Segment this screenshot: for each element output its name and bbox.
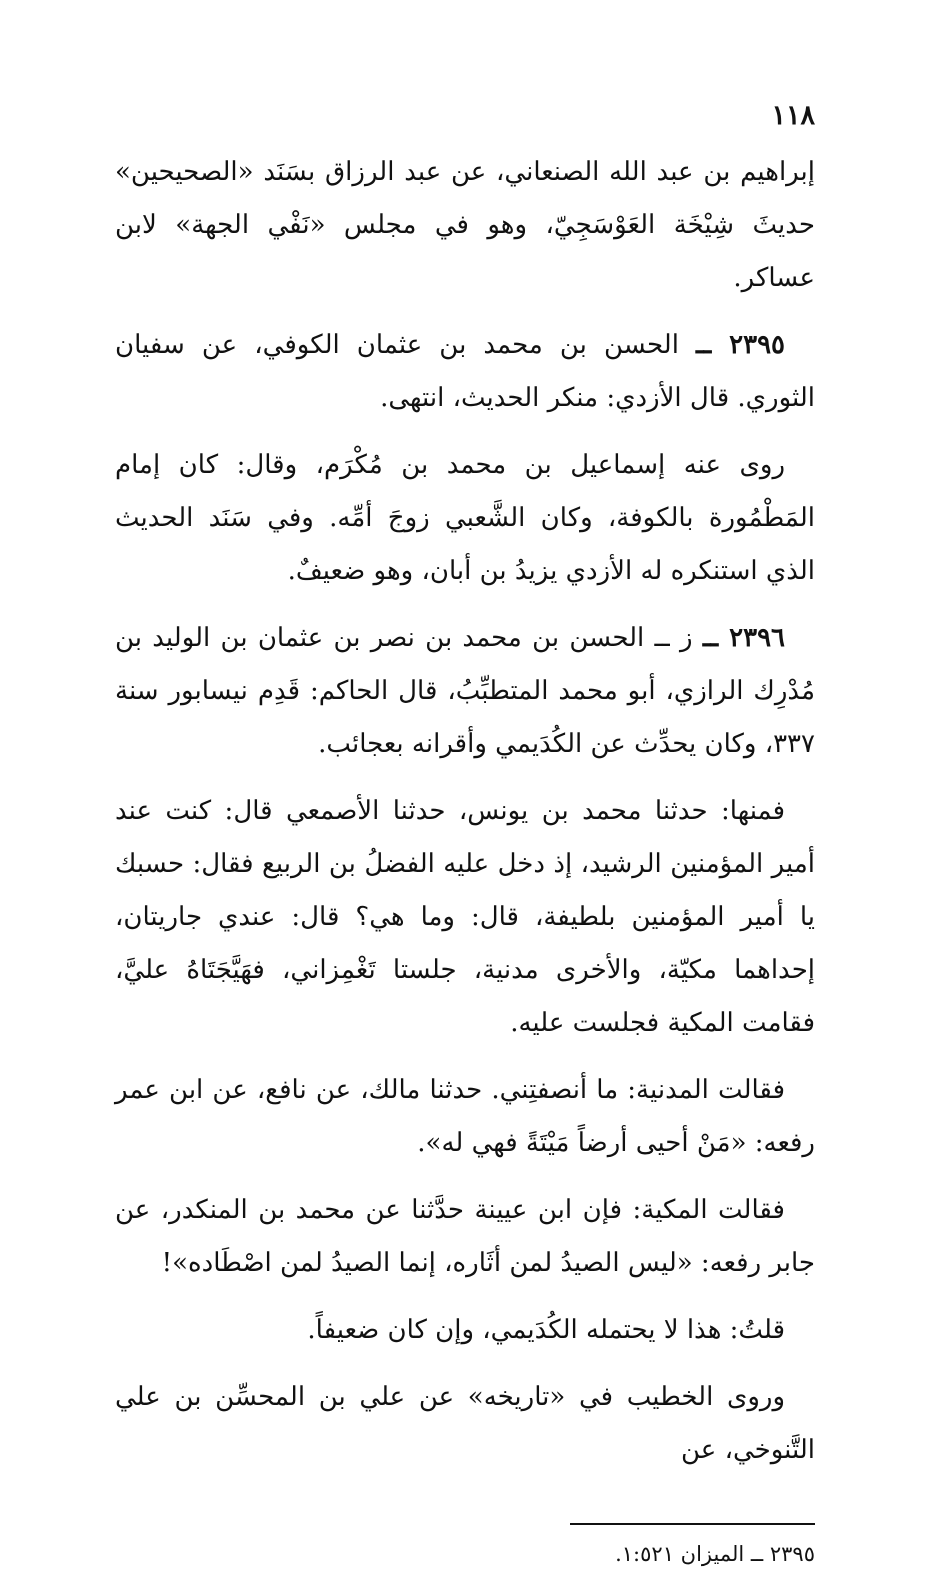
footnote: ٢٣٩٥ ــ الميزان ١:٥٢١. [615, 1542, 815, 1566]
paragraph-text: روى عنه إسماعيل بن محمد بن مُكْرَم، وقال: كان إمام المَطْمُورة بالكوفة، وكان الشَّعبي زوجَ أمِّه. وفي سَنَد الحديث الذي استنكره له الأزدي يزيدُ بن أبان، وهو ضعيفٌ. [115, 450, 815, 586]
footnote-divider [570, 1523, 815, 1525]
paragraph-6 [115, 1064, 815, 1170]
paragraph-5 [115, 785, 815, 1050]
paragraph-3 [115, 439, 815, 598]
paragraph-text: فقالت المكية: فإن ابن عيينة حدَّثنا عن محمد بن المنكدر، عن جابر رفعه: «ليس الصيدُ لمن أثَاره، إنما الصيدُ لمن اصْطَاده»! [115, 1195, 815, 1278]
paragraph-7 [115, 1184, 815, 1290]
paragraph-text: وروى الخطيب في «تاريخه» عن علي بن المحسِّن بن علي التَّنوخي، عن [115, 1382, 815, 1465]
entry-number: ٢٣٩٥ ــ [696, 330, 786, 360]
entry-number: ٢٣٩٦ ــ [702, 623, 785, 653]
paragraph-9 [115, 1371, 815, 1477]
paragraph-text: إبراهيم بن عبد الله الصنعاني، عن عبد الرزاق بسَنَد «الصحيحين» حديثَ شِيْخَة العَوْسَجِيّ، وهو في مجلس «نَفْي الجهة» لابن عساكر. [115, 157, 815, 293]
entry-2396 [115, 612, 815, 771]
paragraph-text: ز ــ الحسن بن محمد بن نصر بن عثمان بن الوليد بن مُدْرِك الرازي، أبو محمد المتطبِّبُ، قال الحاكم: قَدِم نيسابور سنة ٣٣٧، وكان يحدِّث عن الكُدَيمي وأقرانه بعجائب. [115, 623, 815, 759]
paragraph-text: فمنها: حدثنا محمد بن يونس، حدثنا الأصمعي قال: كنت عند أمير المؤمنين الرشيد، إذ دخل عليه الفضلُ بن الربيع فقال: حسبك يا أمير المؤمنين بلطيفة، قال: وما هي؟ قال: عندي جاريتان، إحداهما مكيّة، والأخرى مدنية، جلستا تَغْمِزاني، فهَيَّجَتَاهُ عليَّ، فقامت المكية فجلست عليه. [115, 796, 815, 1038]
paragraph-8 [115, 1304, 815, 1357]
paragraph-text: الحسن بن محمد بن عثمان الكوفي، عن سفيان الثوري. قال الأزدي: منكر الحديث، انتهى. [115, 330, 815, 413]
paragraph-1 [115, 146, 815, 305]
paragraph-text: قلتُ: هذا لا يحتمله الكُدَيمي، وإن كان ضعيفاً. [307, 1315, 785, 1345]
paragraph-text: فقالت المدنية: ما أنصفتِني. حدثنا مالك، عن نافع، عن ابن عمر رفعه: «مَنْ أحيى أرضاً مَيْتَةً فهي له». [115, 1075, 815, 1158]
entry-2395 [115, 319, 815, 425]
page-number: ١١٨ [771, 100, 815, 131]
